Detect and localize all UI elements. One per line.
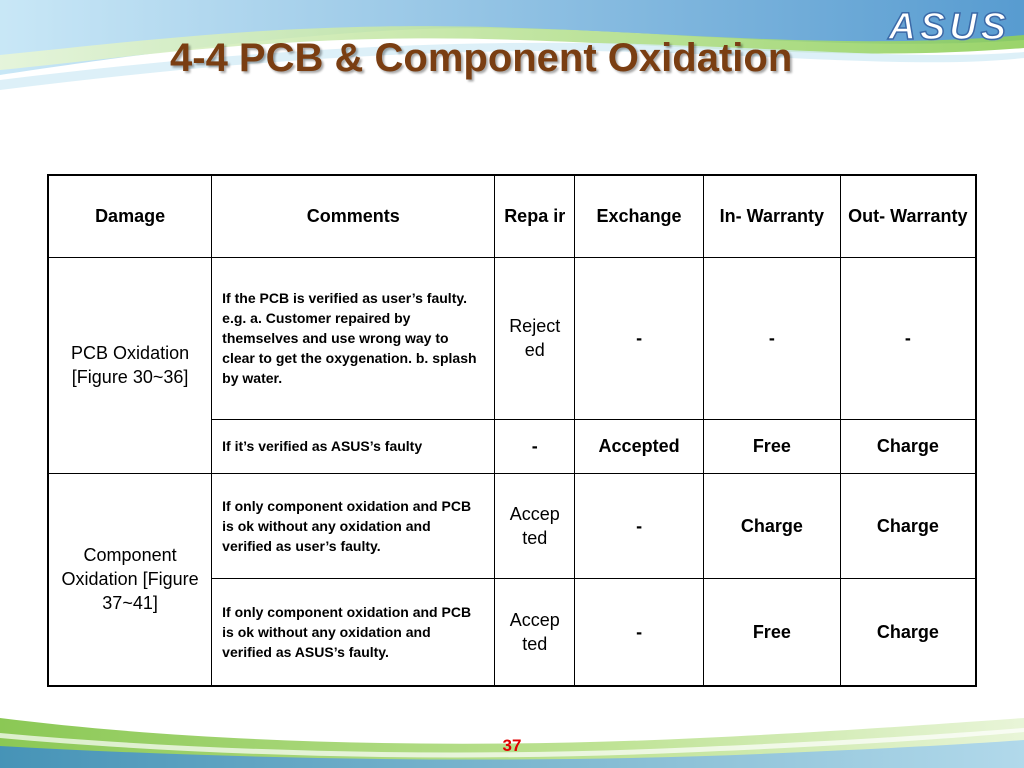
damage-pcb-oxidation: PCB Oxidation [Figure 30~36]	[48, 257, 212, 473]
out-warranty-cell: Charge	[840, 578, 976, 686]
damage-component-oxidation: Component Oxidation [Figure 37~41]	[48, 473, 212, 686]
header-exchange: Exchange	[575, 175, 704, 257]
table-row	[48, 473, 976, 578]
exchange-cell: Accepted	[575, 419, 704, 473]
header-in-warranty: In- Warranty	[703, 175, 840, 257]
comment-cell: If the PCB is verified as user’s faulty. e.g. a. Customer repaired by themselves and use wrong way to clear to get the oxygenation. b. splash by water.	[212, 257, 495, 419]
header-out-warranty: Out- Warranty	[840, 175, 976, 257]
repair-cell: Accep ted	[495, 473, 575, 578]
page-number: 37	[502, 736, 522, 755]
comment-cell: If only component oxidation and PCB is ok without any oxidation and verified as ASUS’s faulty.	[212, 578, 495, 686]
oxidation-policy-table	[47, 174, 977, 687]
repair-cell: -	[495, 419, 575, 473]
exchange-cell: -	[575, 257, 704, 419]
repair-cell: Accep ted	[495, 578, 575, 686]
header-comments: Comments	[212, 175, 495, 257]
in-warranty-cell: -	[703, 257, 840, 419]
repair-cell: Reject ed	[495, 257, 575, 419]
page-title: 4-4 PCB & Component Oxidation	[170, 36, 793, 80]
exchange-cell: -	[575, 473, 704, 578]
comment-cell: If it’s verified as ASUS’s faulty	[212, 419, 495, 473]
header-damage: Damage	[48, 175, 212, 257]
out-warranty-cell: -	[840, 257, 976, 419]
exchange-cell: -	[575, 578, 704, 686]
table-header-row	[48, 175, 976, 257]
header-repair: Repa ir	[495, 175, 575, 257]
in-warranty-cell: Charge	[703, 473, 840, 578]
asus-logo: ASUS	[888, 6, 1010, 48]
footer-wave-decoration	[0, 688, 1024, 768]
comment-cell: If only component oxidation and PCB is ok without any oxidation and verified as user’s faulty.	[212, 473, 495, 578]
out-warranty-cell: Charge	[840, 419, 976, 473]
in-warranty-cell: Free	[703, 578, 840, 686]
in-warranty-cell: Free	[703, 419, 840, 473]
table-row	[48, 257, 976, 419]
out-warranty-cell: Charge	[840, 473, 976, 578]
